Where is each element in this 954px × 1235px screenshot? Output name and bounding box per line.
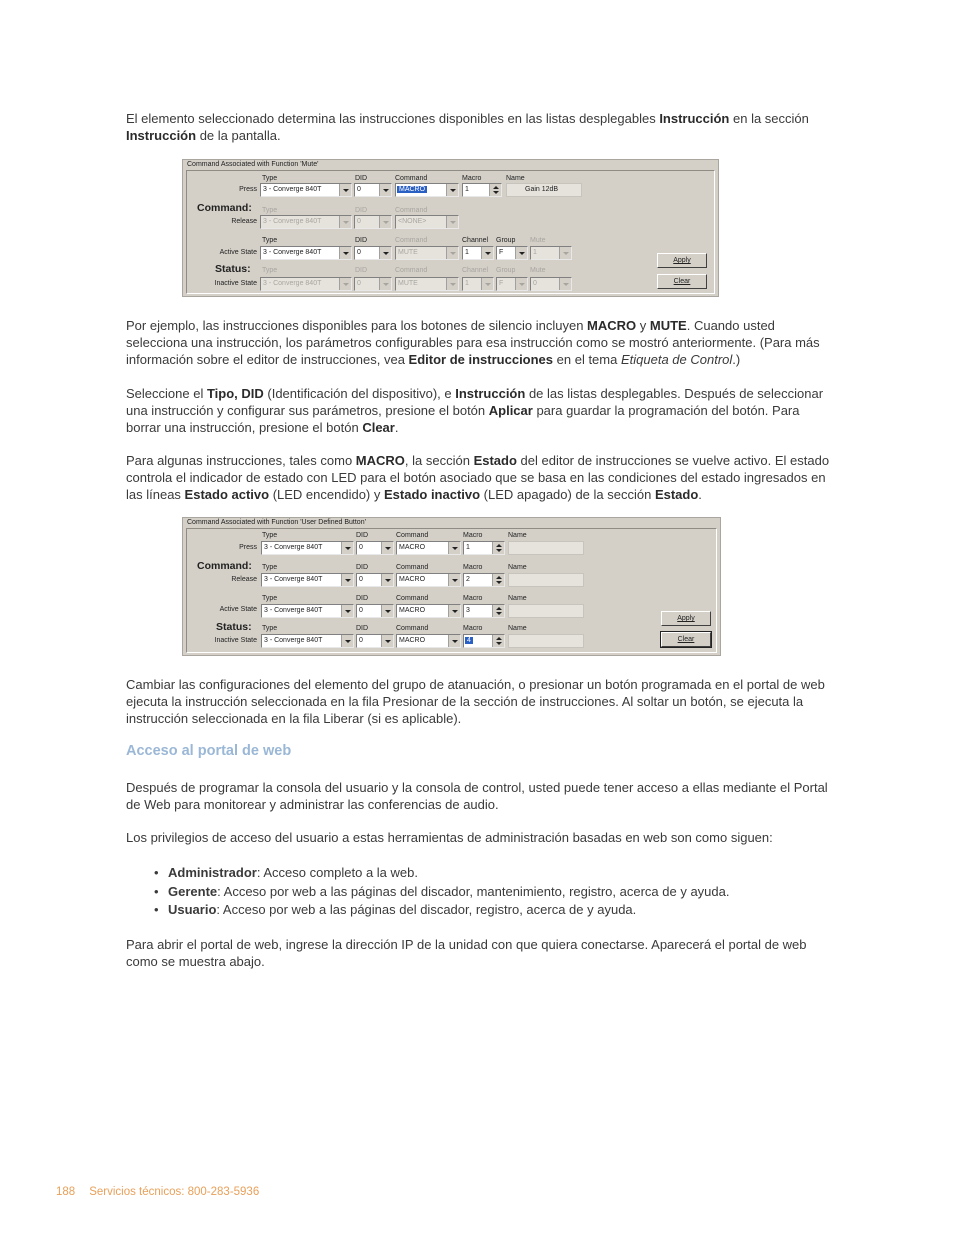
- chevron-down-icon: [448, 605, 460, 617]
- chevron-down-icon: [341, 635, 353, 647]
- chevron-down-icon: [381, 542, 393, 554]
- press-command-select[interactable]: MACRO: [396, 541, 461, 555]
- header-command: Command: [396, 564, 429, 571]
- apply-button[interactable]: Apply: [657, 253, 707, 268]
- inactive-type-select[interactable]: 3 - Converge 840T: [260, 277, 352, 291]
- active-mute-select[interactable]: 1: [530, 246, 572, 260]
- footer-contact: Servicios técnicos: 800-283-5936: [89, 1186, 260, 1198]
- header-macro: Macro: [463, 625, 483, 632]
- list-item: • Gerente: Acceso por web a las páginas del discador, mantenimiento, registro, acerca de y ayuda.: [154, 883, 834, 902]
- chevron-down-icon: [341, 542, 353, 554]
- inactive-command-select[interactable]: MACRO: [396, 634, 461, 648]
- page-number: 188: [56, 1186, 76, 1198]
- chevron-down-icon: [339, 184, 351, 196]
- paragraph-status: Para algunas instrucciones, tales como MACRO, la sección Estado del editor de instrucciones se vuelve activo. El estado controla el indicador de estado con LED para el botón asociado que se basa en las condiciones del estado ingresados en las líneas Estado activo (LED encendido) y Estado inactivo (LED apagado) de la sección Estado.: [126, 453, 830, 502]
- chevron-down-icon: [446, 278, 458, 290]
- active-name-field: [508, 604, 584, 618]
- inactive-state-label: Inactive State: [214, 637, 257, 644]
- press-type-select[interactable]: 3 - Converge 840T: [260, 183, 352, 197]
- header-command: Command: [395, 267, 428, 274]
- header-macro: Macro: [463, 564, 483, 571]
- press-macro-stepper[interactable]: 1: [462, 183, 502, 197]
- list-item: • Administrador: Acceso completo a la web.: [154, 864, 834, 883]
- list-item: • Usuario: Acceso por web a las páginas del discador, registro, acerca de y ayuda.: [154, 901, 834, 920]
- clear-button[interactable]: Clear: [661, 632, 711, 647]
- chevron-down-icon: [339, 247, 351, 259]
- paragraph-execution: Cambiar las configuraciones del elemento del grupo de atanuación, o presionar un botón programada en el portal de web ejecuta la instrucción seleccionada en la fila Presionar de la sección de instrucciones. Al soltar un botón, se ejecuta la instrucción seleccionada en la fila Liberar (si es aplicable).: [126, 677, 825, 726]
- chevron-down-icon: [559, 278, 571, 290]
- inactive-macro-stepper[interactable]: 4: [463, 634, 505, 648]
- header-command: Command: [395, 207, 428, 214]
- active-command-select[interactable]: MUTE: [395, 246, 459, 260]
- header-did: DID: [356, 564, 369, 571]
- chevron-down-icon: [446, 216, 458, 228]
- command-dialog-mute: [182, 159, 719, 297]
- chevron-down-icon: [381, 574, 393, 586]
- chevron-down-icon: [446, 247, 458, 259]
- page-footer: [56, 1186, 259, 1198]
- spinner-arrows-icon: [492, 605, 504, 617]
- header-type: Type: [262, 595, 278, 602]
- header-type: Type: [262, 237, 278, 244]
- paragraph-open-portal: Para abrir el portal de web, ingrese la dirección IP de la unidad con que quiera conectarse. Aparecerá el portal de web como se muestra abajo.: [126, 937, 807, 969]
- release-label: Release: [231, 576, 257, 583]
- chevron-down-icon: [515, 247, 527, 259]
- active-group-select[interactable]: F: [496, 246, 528, 260]
- paragraph-select: Seleccione el Tipo, DID (Identificación del dispositivo), e Instrucción de las listas desplegables. Después de seleccionar una instrucción y configurar sus parámetros, presione el botón Aplicar para guardar la programación del botón. Para borrar una instrucción, presione el botón Clear.: [126, 386, 824, 435]
- active-type-select[interactable]: 3 - Converge 840T: [261, 604, 354, 618]
- chevron-down-icon: [379, 184, 391, 196]
- chevron-down-icon: [341, 605, 353, 617]
- press-command-select[interactable]: MACRO: [395, 183, 459, 197]
- chevron-down-icon: [515, 278, 527, 290]
- header-name: Name: [508, 625, 527, 632]
- press-label: Press: [239, 186, 257, 193]
- inactive-mute-select[interactable]: 0: [530, 277, 572, 291]
- chevron-down-icon: [446, 184, 458, 196]
- chevron-down-icon: [381, 605, 393, 617]
- press-label: Press: [239, 544, 257, 551]
- header-name: Name: [508, 595, 527, 602]
- clear-button[interactable]: Clear: [657, 274, 707, 289]
- header-channel: Channel: [462, 267, 489, 274]
- inactive-name-field: [508, 634, 584, 648]
- spinner-arrows-icon: [489, 184, 501, 196]
- header-macro: Macro: [463, 595, 483, 602]
- release-name-field: [508, 573, 584, 587]
- header-type: Type: [262, 532, 278, 539]
- release-did-select[interactable]: 0: [354, 215, 392, 229]
- status-section-label: Status:: [215, 263, 251, 275]
- chevron-down-icon: [481, 247, 493, 259]
- active-state-label: Active State: [219, 606, 257, 613]
- header-did: DID: [355, 207, 368, 214]
- chevron-down-icon: [379, 216, 391, 228]
- chevron-down-icon: [559, 247, 571, 259]
- dialog-caption: Command Associated with Function 'User Defined Button': [187, 519, 366, 526]
- header-mute: Mute: [530, 237, 546, 244]
- inactive-did-select[interactable]: 0: [356, 634, 394, 648]
- release-type-select[interactable]: 3 - Converge 840T: [260, 215, 352, 229]
- paragraph-web-access: Después de programar la consola del usuario y la consola de control, usted puede tener acceso a ellas mediante el Portal de Web para monitorear y administrar las conferencias de audio.: [126, 780, 828, 812]
- active-channel-select[interactable]: 1: [462, 246, 494, 260]
- chevron-down-icon: [381, 635, 393, 647]
- spinner-arrows-icon: [492, 574, 504, 586]
- inactive-did-select[interactable]: 0: [354, 277, 392, 291]
- section-heading: Acceso al portal de web: [126, 743, 292, 759]
- header-group: Group: [496, 237, 516, 244]
- press-name-field: [508, 541, 584, 555]
- header-command: Command: [396, 595, 429, 602]
- command-section-label: Command:: [197, 202, 252, 214]
- command-dialog-user-defined: [182, 517, 721, 656]
- active-did-select[interactable]: 0: [356, 604, 394, 618]
- release-macro-stepper[interactable]: 2: [463, 573, 505, 587]
- press-did-select[interactable]: 0: [356, 541, 394, 555]
- header-command: Command: [395, 175, 428, 182]
- chevron-down-icon: [339, 278, 351, 290]
- header-command: Command: [395, 237, 428, 244]
- chevron-down-icon: [448, 574, 460, 586]
- chevron-down-icon: [379, 278, 391, 290]
- active-state-label: Active State: [219, 249, 257, 256]
- privileges-list: [154, 864, 834, 920]
- header-type: Type: [262, 564, 278, 571]
- header-type: Type: [262, 625, 278, 632]
- header-did: DID: [355, 267, 368, 274]
- spinner-arrows-icon: [492, 635, 504, 647]
- release-label: Release: [231, 218, 257, 225]
- inactive-group-select[interactable]: F: [496, 277, 528, 291]
- press-macro-stepper[interactable]: 1: [463, 541, 505, 555]
- active-type-select[interactable]: 3 - Converge 840T: [260, 246, 352, 260]
- active-did-select[interactable]: 0: [354, 246, 392, 260]
- chevron-down-icon: [339, 216, 351, 228]
- status-section-label: Status:: [216, 621, 252, 633]
- header-did: DID: [355, 237, 368, 244]
- release-command-select[interactable]: <NONE>: [395, 215, 459, 229]
- release-command-select[interactable]: MACRO: [396, 573, 461, 587]
- header-channel: Channel: [462, 237, 489, 244]
- header-did: DID: [356, 625, 369, 632]
- header-command: Command: [396, 625, 429, 632]
- active-command-select[interactable]: MACRO: [396, 604, 461, 618]
- chevron-down-icon: [448, 542, 460, 554]
- press-type-select[interactable]: 3 - Converge 840T: [261, 541, 354, 555]
- paragraph-examples: Por ejemplo, las instrucciones disponibles para los botones de silencio incluyen MACRO y MUTE. Cuando usted selecciona una instrucción, los parámetros configurables para esa instrucción como se mostró anteriormente. (Para más información sobre el editor de instrucciones, vea Editor de instrucciones en el tema Etiqueta de Control.): [126, 318, 820, 367]
- header-mute: Mute: [530, 267, 546, 274]
- command-section-label: Command:: [197, 560, 252, 572]
- dialog-caption: Command Associated with Function 'Mute': [187, 161, 319, 168]
- chevron-down-icon: [341, 574, 353, 586]
- press-did-select[interactable]: 0: [354, 183, 392, 197]
- inactive-type-select[interactable]: 3 - Converge 840T: [261, 634, 354, 648]
- header-did: DID: [355, 175, 368, 182]
- header-name: Name: [508, 532, 527, 539]
- release-type-select[interactable]: 3 - Converge 840T: [261, 573, 354, 587]
- active-macro-stepper[interactable]: 3: [463, 604, 505, 618]
- paragraph-privileges: Los privilegios de acceso del usuario a estas herramientas de administración basadas en web son como siguen:: [126, 830, 773, 845]
- press-name-field: Gain 12dB: [506, 183, 582, 197]
- inactive-channel-select[interactable]: 1: [462, 277, 494, 291]
- header-did: DID: [356, 532, 369, 539]
- header-type: Type: [262, 175, 278, 182]
- inactive-state-label: Inactive State: [214, 280, 257, 287]
- apply-button[interactable]: Apply: [661, 611, 711, 626]
- header-type: Type: [262, 207, 278, 214]
- header-did: DID: [356, 595, 369, 602]
- release-did-select[interactable]: 0: [356, 573, 394, 587]
- spinner-arrows-icon: [492, 542, 504, 554]
- chevron-down-icon: [379, 247, 391, 259]
- header-macro: Macro: [462, 175, 482, 182]
- paragraph-intro: El elemento seleccionado determina las instrucciones disponibles en las listas desplegables Instrucción en la sección Instrucción de la pantalla.: [126, 111, 809, 143]
- header-command: Command: [396, 532, 429, 539]
- chevron-down-icon: [481, 278, 493, 290]
- header-name: Name: [508, 564, 527, 571]
- header-name: Name: [506, 175, 525, 182]
- header-type: Type: [262, 267, 278, 274]
- header-macro: Macro: [463, 532, 483, 539]
- header-group: Group: [496, 267, 516, 274]
- chevron-down-icon: [448, 635, 460, 647]
- inactive-command-select[interactable]: MUTE: [395, 277, 459, 291]
